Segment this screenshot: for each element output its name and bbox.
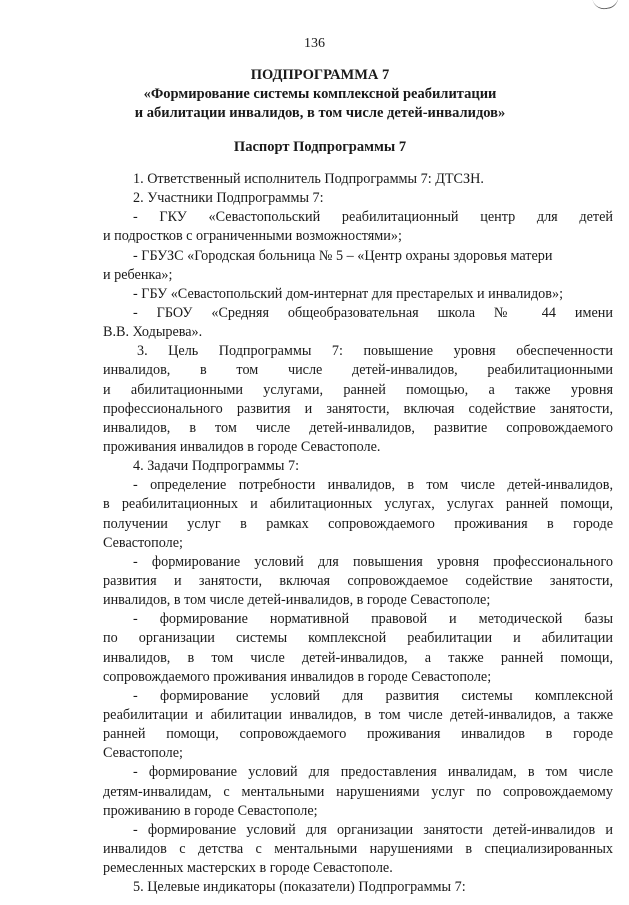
text-line: профессионального развития и занятости, включая содействие занятости,	[103, 400, 613, 417]
text-line: 4. Задачи Подпрограммы 7:	[133, 458, 300, 475]
text-line: развития и занятости, включая сопровождаемое содействие занятости,	[103, 572, 613, 589]
page-number: 136	[304, 36, 325, 51]
text-line: - формирование условий для организации занятости детей-инвалидов и	[133, 821, 613, 838]
heading-line-1: ПОДПРОГРАММА 7	[250, 67, 390, 83]
passport-title: Паспорт Подпрограммы 7	[233, 139, 407, 155]
text-line: и абилитационными услугами, ранней помощью, а также уровня	[103, 381, 613, 398]
text-line: инвалидов, в том числе детей-инвалидов, в городе Севастополе;	[103, 592, 491, 609]
text-line: Севастополе;	[103, 745, 183, 762]
text-line: - формирование условий для предоставления инвалидам, в том числе	[133, 764, 613, 781]
text-line: 3. Цель Подпрограммы 7: повышение уровня обеспеченности	[137, 343, 613, 360]
text-line: получении услуг в рамках сопровождаемого проживания в городе	[103, 515, 613, 532]
text-line: - ГБУЗС «Городская больница № 5 – «Центр охраны здоровья матери	[133, 247, 553, 264]
text-line: - ГКУ «Севастопольский реабилитационный центр для детей	[133, 209, 613, 226]
text-line: детям-инвалидам, с ментальными нарушениями услуг по сопровождаемому	[103, 783, 613, 800]
text-line: ремесленных мастерских в городе Севастополе.	[103, 860, 393, 877]
text-line: и ребенка»;	[103, 266, 173, 283]
text-line: сопровождаемого проживания инвалидов в городе Севастополе;	[103, 668, 492, 685]
heading-line-2: «Формирование системы комплексной реабилитации	[143, 86, 497, 102]
text-line: и подростков с ограниченными возможностями»;	[103, 228, 402, 245]
text-line: проживанию в городе Севастополе;	[103, 802, 318, 819]
text-line: по организации системы комплексной реабилитации и абилитации	[103, 630, 613, 647]
text-line: инвалидов, в том числе детей-инвалидов, реабилитационными	[103, 362, 613, 379]
text-line: - определение потребности инвалидов, в том числе детей-инвалидов,	[133, 477, 613, 494]
corner-scan-mark	[592, 0, 620, 11]
text-line: - формирование нормативной правовой и методической базы	[133, 611, 613, 628]
subprogram-heading	[60, 66, 580, 123]
text-line: В.В. Ходырева».	[103, 324, 203, 341]
text-line: - формирование условий для развития системы комплексной	[133, 687, 613, 704]
text-line: инвалидов с детства с ментальными нарушениями в специализированных	[103, 840, 613, 857]
body-text	[103, 170, 613, 897]
text-line: - ГБУ «Севастопольский дом-интернат для престарелых и инвалидов»;	[133, 285, 564, 302]
text-line: проживания инвалидов в городе Севастополе.	[103, 438, 381, 455]
text-line: - формирование условий для повышения уровня профессионального	[133, 553, 613, 570]
text-line: инвалидов, в том числе детей-инвалидов, развитие сопровождаемого	[103, 419, 613, 436]
text-line: ранней помощи, сопровождаемого проживания инвалидов в городе	[103, 726, 613, 743]
text-line: - ГБОУ «Средняя общеобразовательная школа № 44 имени	[133, 304, 613, 321]
text-line: 2. Участники Подпрограммы 7:	[133, 190, 324, 207]
text-line: Севастополе;	[103, 534, 183, 551]
text-line: в реабилитационных и абилитационных услугах, услугах ранней помощи,	[103, 496, 613, 513]
text-line: 5. Целевые индикаторы (показатели) Подпрограммы 7:	[133, 879, 466, 896]
text-line: реабилитации и абилитации инвалидов, в том числе детей-инвалидов, а также	[103, 706, 613, 723]
text-line: 1. Ответственный исполнитель Подпрограммы 7: ДТСЗН.	[133, 171, 484, 187]
heading-line-3: и абилитации инвалидов, в том числе детей-инвалидов»	[134, 105, 506, 121]
text-line: инвалидов, в том числе детей-инвалидов, а также ранней помощи,	[103, 649, 613, 666]
